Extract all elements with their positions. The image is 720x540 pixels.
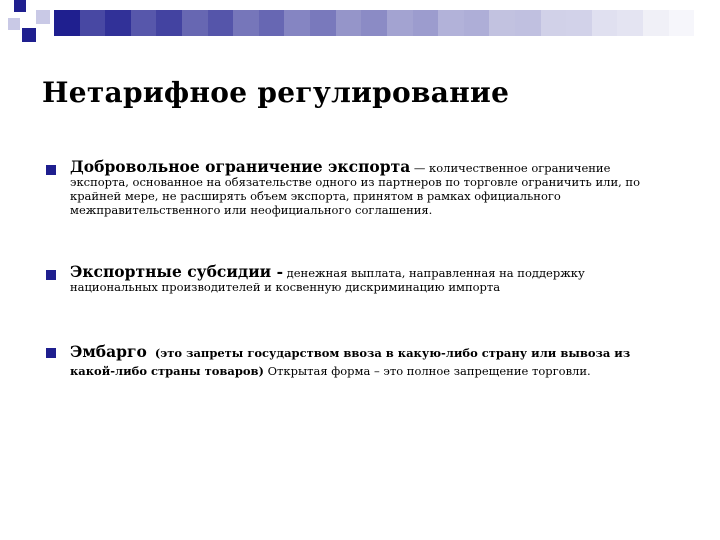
item-bold-note: (это запреты государством ввоза в какую-либо страну или вывоза из какой-либо страны товаров) (70, 346, 635, 378)
gradient-segment (694, 10, 720, 36)
item-heading: Добровольное ограничение экспорта (70, 157, 411, 176)
gradient-segment (515, 10, 541, 36)
gradient-segment (669, 10, 695, 36)
gradient-segment (387, 10, 413, 36)
decor-square (22, 28, 36, 42)
item-heading: Эмбарго (70, 342, 147, 361)
gradient-segment (413, 10, 439, 36)
gradient-segment (131, 10, 157, 36)
decor-square (8, 18, 20, 30)
gradient-segment (336, 10, 362, 36)
gradient-segment (592, 10, 618, 36)
gradient-segment (80, 10, 106, 36)
gradient-segment (489, 10, 515, 36)
header-gradient-bar (54, 10, 720, 36)
gradient-segment (617, 10, 643, 36)
gradient-segment (233, 10, 259, 36)
item-text (70, 343, 670, 380)
bullet-square-icon (46, 165, 56, 175)
gradient-segment (541, 10, 567, 36)
decor-square (14, 0, 26, 12)
bullet-square-icon (46, 348, 56, 358)
item-description: Открытая форма – это полное запрещение торговли. (263, 364, 591, 378)
gradient-segment (438, 10, 464, 36)
gradient-segment (566, 10, 592, 36)
item-description: — количественное ограничение экспорта, основанное на обязательстве одного из партнеров по торговле ограничить или, по крайней мере, не расширять объем экспорта, принятом в рамках официального межправительственного или неофициального соглашения. (70, 161, 641, 217)
item-text (70, 262, 670, 294)
gradient-segment (156, 10, 182, 36)
gradient-segment (208, 10, 234, 36)
item-description: денежная выплата, направленная на поддержку национальных производителей и косвенную дискриминацию импорта (70, 266, 585, 294)
gradient-segment (284, 10, 310, 36)
gradient-segment (54, 10, 80, 36)
gradient-segment (361, 10, 387, 36)
gradient-segment (182, 10, 208, 36)
slide-title: Нетарифное регулирование (42, 76, 510, 109)
gradient-segment (310, 10, 336, 36)
decor-square (36, 10, 50, 24)
gradient-segment (259, 10, 285, 36)
gradient-segment (105, 10, 131, 36)
bullet-square-icon (46, 270, 56, 280)
gradient-segment (464, 10, 490, 36)
item-text (70, 157, 670, 217)
item-heading: Экспортные субсидии - (70, 262, 284, 281)
gradient-segment (643, 10, 669, 36)
